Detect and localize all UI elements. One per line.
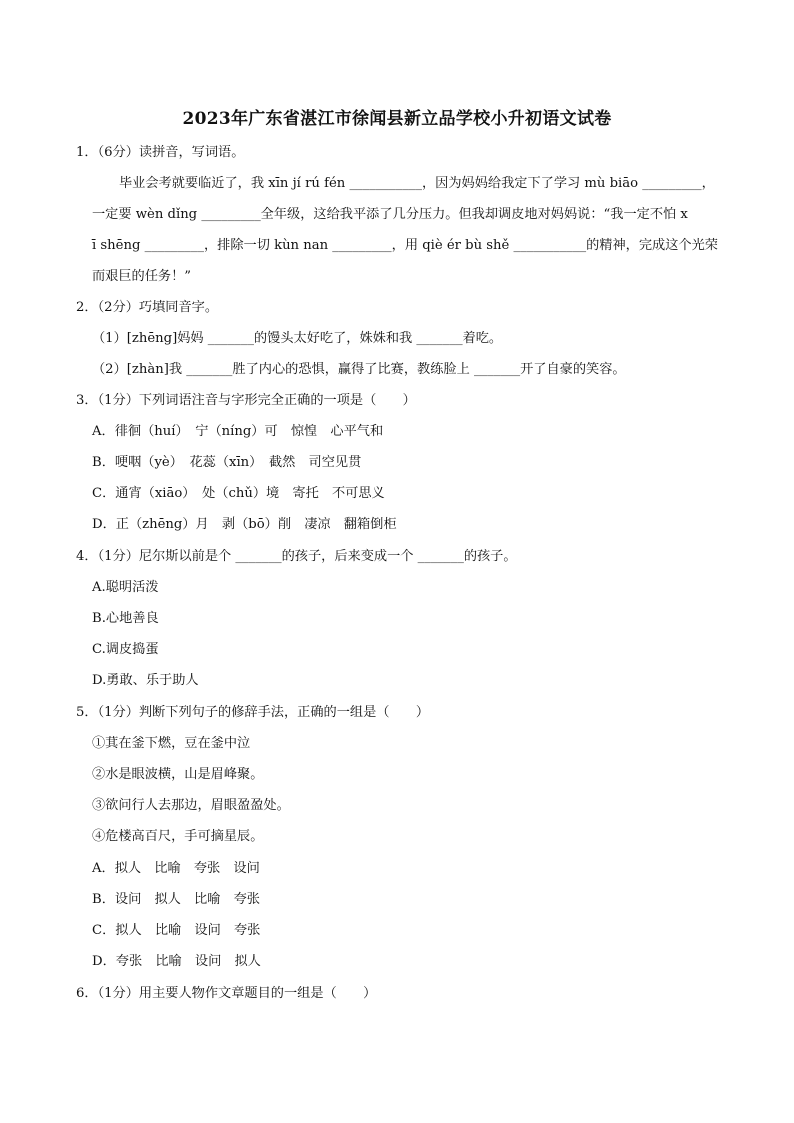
question-1-stem: 1．（6分）读拼音，写词语。 [76, 145, 245, 160]
question-2-item-1: （1）[zhēng]妈妈 _______的馒头太好吃了，姝姝和我 _______着吃。 [92, 331, 503, 346]
question-5-sentence-1: ①萁在釜下燃，豆在釜中泣 [92, 736, 251, 751]
question-5-sentence-2: ②水是眼波横，山是眉峰聚。 [92, 767, 264, 782]
question-4-option-c: C.调皮捣蛋 [92, 642, 159, 657]
question-1-text-line-3: ī shēng _________，排除一切 kùn nan _________，用 qiè ér bù shě ___________的精神，完成这个光荣 [92, 238, 718, 253]
question-3-option-d: D．正（zhēng）月 剥（bō）削 凄凉 翻箱倒柜 [92, 517, 397, 532]
question-5-option-a: A．拟人 比喻 夸张 设问 [92, 861, 260, 876]
question-2-item-2: （2）[zhàn]我 _______胜了内心的恐惧，赢得了比赛，教练脸上 _______开了自豪的笑容。 [92, 362, 626, 377]
question-4-option-a: A.聪明活泼 [92, 580, 159, 595]
question-3-stem: 3．（1分）下列词语注音与字形完全正确的一项是（ ） [76, 393, 416, 408]
question-3-option-a: A．徘徊（huí） 宁（níng）可 惊惶 心平气和 [92, 424, 384, 439]
question-5-option-b: B．设问 拟人 比喻 夸张 [92, 892, 260, 907]
page-title: 2023年广东省湛江市徐闻县新立品学校小升初语文试卷 [182, 109, 612, 129]
question-3-option-c: C．通宵（xiāo） 处（chǔ）境 寄托 不可思义 [92, 486, 385, 501]
question-5-option-c: C．拟人 比喻 设问 夸张 [92, 923, 261, 938]
question-2-stem: 2．（2分）巧填同音字。 [76, 300, 219, 315]
question-1-text-line-4: 而艰巨的任务！” [92, 269, 192, 284]
question-5-sentence-3: ③欲问行人去那边，眉眼盈盈处。 [92, 798, 290, 813]
question-6-stem: 6．（1分）用主要人物作文章题目的一组是（ ） [76, 986, 377, 1001]
question-1-text-line-2: 一定要 wèn dǐng _________全年级，这给我平添了几分压力。但我却调皮地对妈妈说：“我一定不怕 x [92, 207, 688, 222]
question-5-sentence-4: ④危楼高百尺，手可摘星辰。 [92, 829, 264, 844]
question-4-option-d: D.勇敢、乐于助人 [92, 673, 199, 688]
question-4-option-b: B.心地善良 [92, 611, 159, 626]
question-1-text-line-1: 毕业会考就要临近了，我 xīn jí rú fén ___________，因为妈妈给我定下了学习 mù biāo _________， [119, 176, 715, 191]
question-5-option-d: D．夸张 比喻 设问 拟人 [92, 954, 261, 969]
question-5-stem: 5．（1分）判断下列句子的修辞手法，正确的一组是（ ） [76, 705, 430, 720]
question-4-stem: 4．（1分）尼尔斯以前是个 _______的孩子，后来变成一个 _______的孩子。 [76, 549, 517, 564]
question-3-option-b: B．哽咽（yè） 花蕊（xīn） 截然 司空见贯 [92, 455, 362, 470]
